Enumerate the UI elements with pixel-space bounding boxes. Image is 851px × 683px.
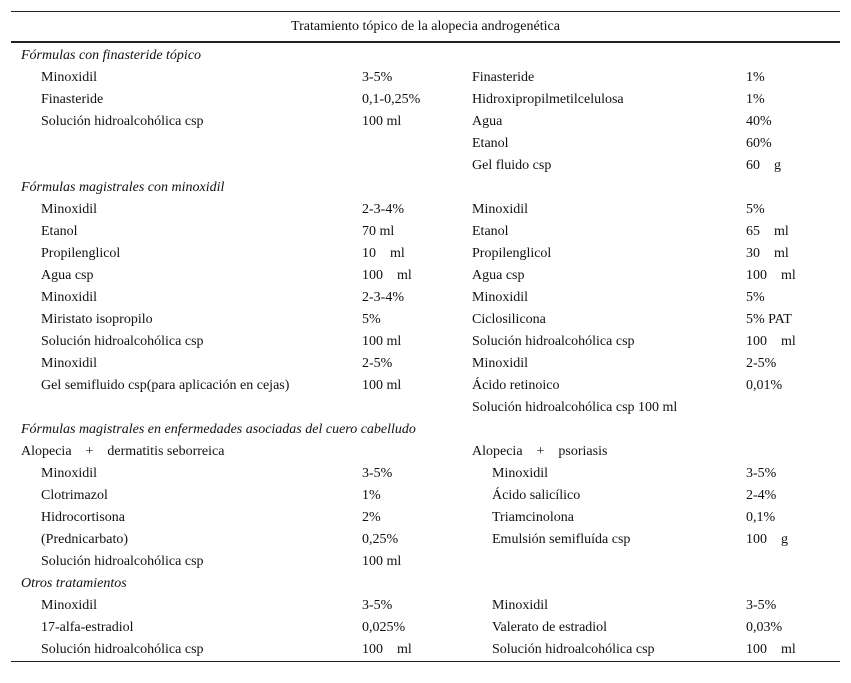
ingredient-right: Minoxidil xyxy=(472,202,529,217)
ingredient-left: Solución hidroalcohólica csp xyxy=(41,642,204,657)
amount-right: 5% xyxy=(746,202,765,217)
amount-right: 65 ml xyxy=(746,224,789,239)
table-row xyxy=(11,331,840,353)
ingredient-right: Ácido retinoico xyxy=(472,378,560,393)
amount-left: 5% xyxy=(362,312,381,327)
section-heading: Otros tratamientos xyxy=(21,576,127,591)
table-row xyxy=(11,111,840,133)
amount-right: 5% xyxy=(746,290,765,305)
table-row xyxy=(11,243,840,265)
ingredient-left: Minoxidil xyxy=(41,290,98,305)
table-row xyxy=(11,595,840,617)
amount-left: 0,025% xyxy=(362,620,406,635)
ingredient-right: Emulsión semifluída csp xyxy=(492,532,631,547)
amount-left: 100 ml xyxy=(362,334,402,349)
subheading-row xyxy=(11,441,840,463)
ingredient-right: Ácido salicílico xyxy=(492,488,581,503)
amount-right: 0,01% xyxy=(746,378,783,393)
ingredient-right: Propilenglicol xyxy=(472,246,552,261)
table-row xyxy=(11,485,840,507)
amount-right: 0,03% xyxy=(746,620,783,635)
amount-left: 70 ml xyxy=(362,224,395,239)
ingredient-right: Ciclosilicona xyxy=(472,312,546,327)
section-heading: Fórmulas magistrales en enfermedades asociadas del cuero cabelludo xyxy=(21,422,416,437)
section-heading: Fórmulas con finasteride tópico xyxy=(21,48,202,63)
ingredient-left: Solución hidroalcohólica csp xyxy=(41,334,204,349)
table-row xyxy=(11,529,840,551)
amount-left: 2% xyxy=(362,510,381,525)
ingredient-left: Gel semifluido csp(para aplicación en cejas) xyxy=(41,378,290,393)
amount-left: 3-5% xyxy=(362,70,393,85)
ingredient-right: Gel fluido csp xyxy=(472,158,552,173)
ingredient-left: Minoxidil xyxy=(41,466,98,481)
table-row xyxy=(11,287,840,309)
amount-left: 100 ml xyxy=(362,378,402,393)
table-row xyxy=(11,617,840,639)
ingredient-right: Minoxidil xyxy=(472,290,529,305)
ingredient-right: Minoxidil xyxy=(492,466,549,481)
ingredient-right: Minoxidil xyxy=(492,598,549,613)
table-row xyxy=(11,199,840,221)
amount-right: 100 g xyxy=(746,532,788,547)
amount-right: 30 ml xyxy=(746,246,789,261)
table-row xyxy=(11,507,840,529)
amount-left: 1% xyxy=(362,488,381,503)
amount-right: 2-5% xyxy=(746,356,777,371)
ingredient-left: Solución hidroalcohólica csp xyxy=(41,554,204,569)
table-row xyxy=(11,375,840,397)
ingredient-right: Agua xyxy=(472,114,503,129)
amount-left: 3-5% xyxy=(362,598,393,613)
table-body xyxy=(11,45,840,661)
table-row xyxy=(11,133,840,155)
ingredient-left: Minoxidil xyxy=(41,598,98,613)
ingredient-right: Valerato de estradiol xyxy=(492,620,608,635)
ingredient-right: Etanol xyxy=(472,136,509,151)
ingredient-left: Solución hidroalcohólica csp xyxy=(41,114,204,129)
amount-left: 100 ml xyxy=(362,554,402,569)
amount-right: 60 g xyxy=(746,158,781,173)
amount-right: 60% xyxy=(746,136,772,151)
table-row xyxy=(11,221,840,243)
amount-left: 2-5% xyxy=(362,356,393,371)
subheading-right: Alopecia + psoriasis xyxy=(472,444,608,459)
table-title: Tratamiento tópico de la alopecia androgenética xyxy=(291,19,560,34)
table-row xyxy=(11,463,840,485)
amount-left: 0,1-0,25% xyxy=(362,92,421,107)
amount-right: 3-5% xyxy=(746,466,777,481)
amount-right: 3-5% xyxy=(746,598,777,613)
treatment-table xyxy=(11,11,840,662)
ingredient-right: Hidroxipropilmetilcelulosa xyxy=(472,92,624,107)
ingredient-left: Finasteride xyxy=(41,92,104,107)
table-row xyxy=(11,639,840,661)
table-row xyxy=(11,67,840,89)
ingredient-right: Finasteride xyxy=(472,70,535,85)
ingredient-left: Etanol xyxy=(41,224,78,239)
ingredient-left: Propilenglicol xyxy=(41,246,121,261)
subheading-left: Alopecia + dermatitis seborreica xyxy=(21,444,225,459)
amount-right: 1% xyxy=(746,70,765,85)
amount-left: 3-5% xyxy=(362,466,393,481)
table-row xyxy=(11,551,840,573)
amount-right: 1% xyxy=(746,92,765,107)
amount-left: 10 ml xyxy=(362,246,405,261)
table-row xyxy=(11,353,840,375)
amount-left: 100 ml xyxy=(362,642,412,657)
amount-left: 100 ml xyxy=(362,114,402,129)
ingredient-left: Minoxidil xyxy=(41,202,98,217)
table-row xyxy=(11,265,840,287)
amount-left: 2-3-4% xyxy=(362,202,404,217)
table-row xyxy=(11,155,840,177)
ingredient-right: Solución hidroalcohólica csp xyxy=(492,642,655,657)
amount-left: 100 ml xyxy=(362,268,412,283)
amount-right: 100 ml xyxy=(746,334,796,349)
section-heading: Fórmulas magistrales con minoxidil xyxy=(21,180,225,195)
table-bottom-rule xyxy=(11,661,840,662)
amount-left: 0,25% xyxy=(362,532,399,547)
ingredient-left: Hidrocortisona xyxy=(41,510,125,525)
ingredient-right: Etanol xyxy=(472,224,509,239)
ingredient-right: Minoxidil xyxy=(472,356,529,371)
ingredient-right: Solución hidroalcohólica csp 100 ml xyxy=(472,400,678,415)
ingredient-left: Minoxidil xyxy=(41,356,98,371)
table-row xyxy=(11,397,840,419)
ingredient-left: Miristato isopropilo xyxy=(41,312,153,327)
ingredient-right: Agua csp xyxy=(472,268,525,283)
ingredient-left: Clotrimazol xyxy=(41,488,108,503)
ingredient-left: Agua csp xyxy=(41,268,94,283)
amount-right: 0,1% xyxy=(746,510,776,525)
amount-right: 100 ml xyxy=(746,268,796,283)
ingredient-right: Solución hidroalcohólica csp xyxy=(472,334,635,349)
ingredient-left: Minoxidil xyxy=(41,70,98,85)
amount-right: 100 ml xyxy=(746,642,796,657)
ingredient-left: 17-alfa-estradiol xyxy=(41,620,134,635)
amount-left: 2-3-4% xyxy=(362,290,404,305)
ingredient-left: (Prednicarbato) xyxy=(41,532,129,547)
ingredient-right: Triamcinolona xyxy=(492,510,574,525)
amount-right: 40% xyxy=(746,114,772,129)
table-row xyxy=(11,309,840,331)
table-row xyxy=(11,89,840,111)
amount-right: 5% PAT xyxy=(746,312,792,327)
amount-right: 2-4% xyxy=(746,488,777,503)
